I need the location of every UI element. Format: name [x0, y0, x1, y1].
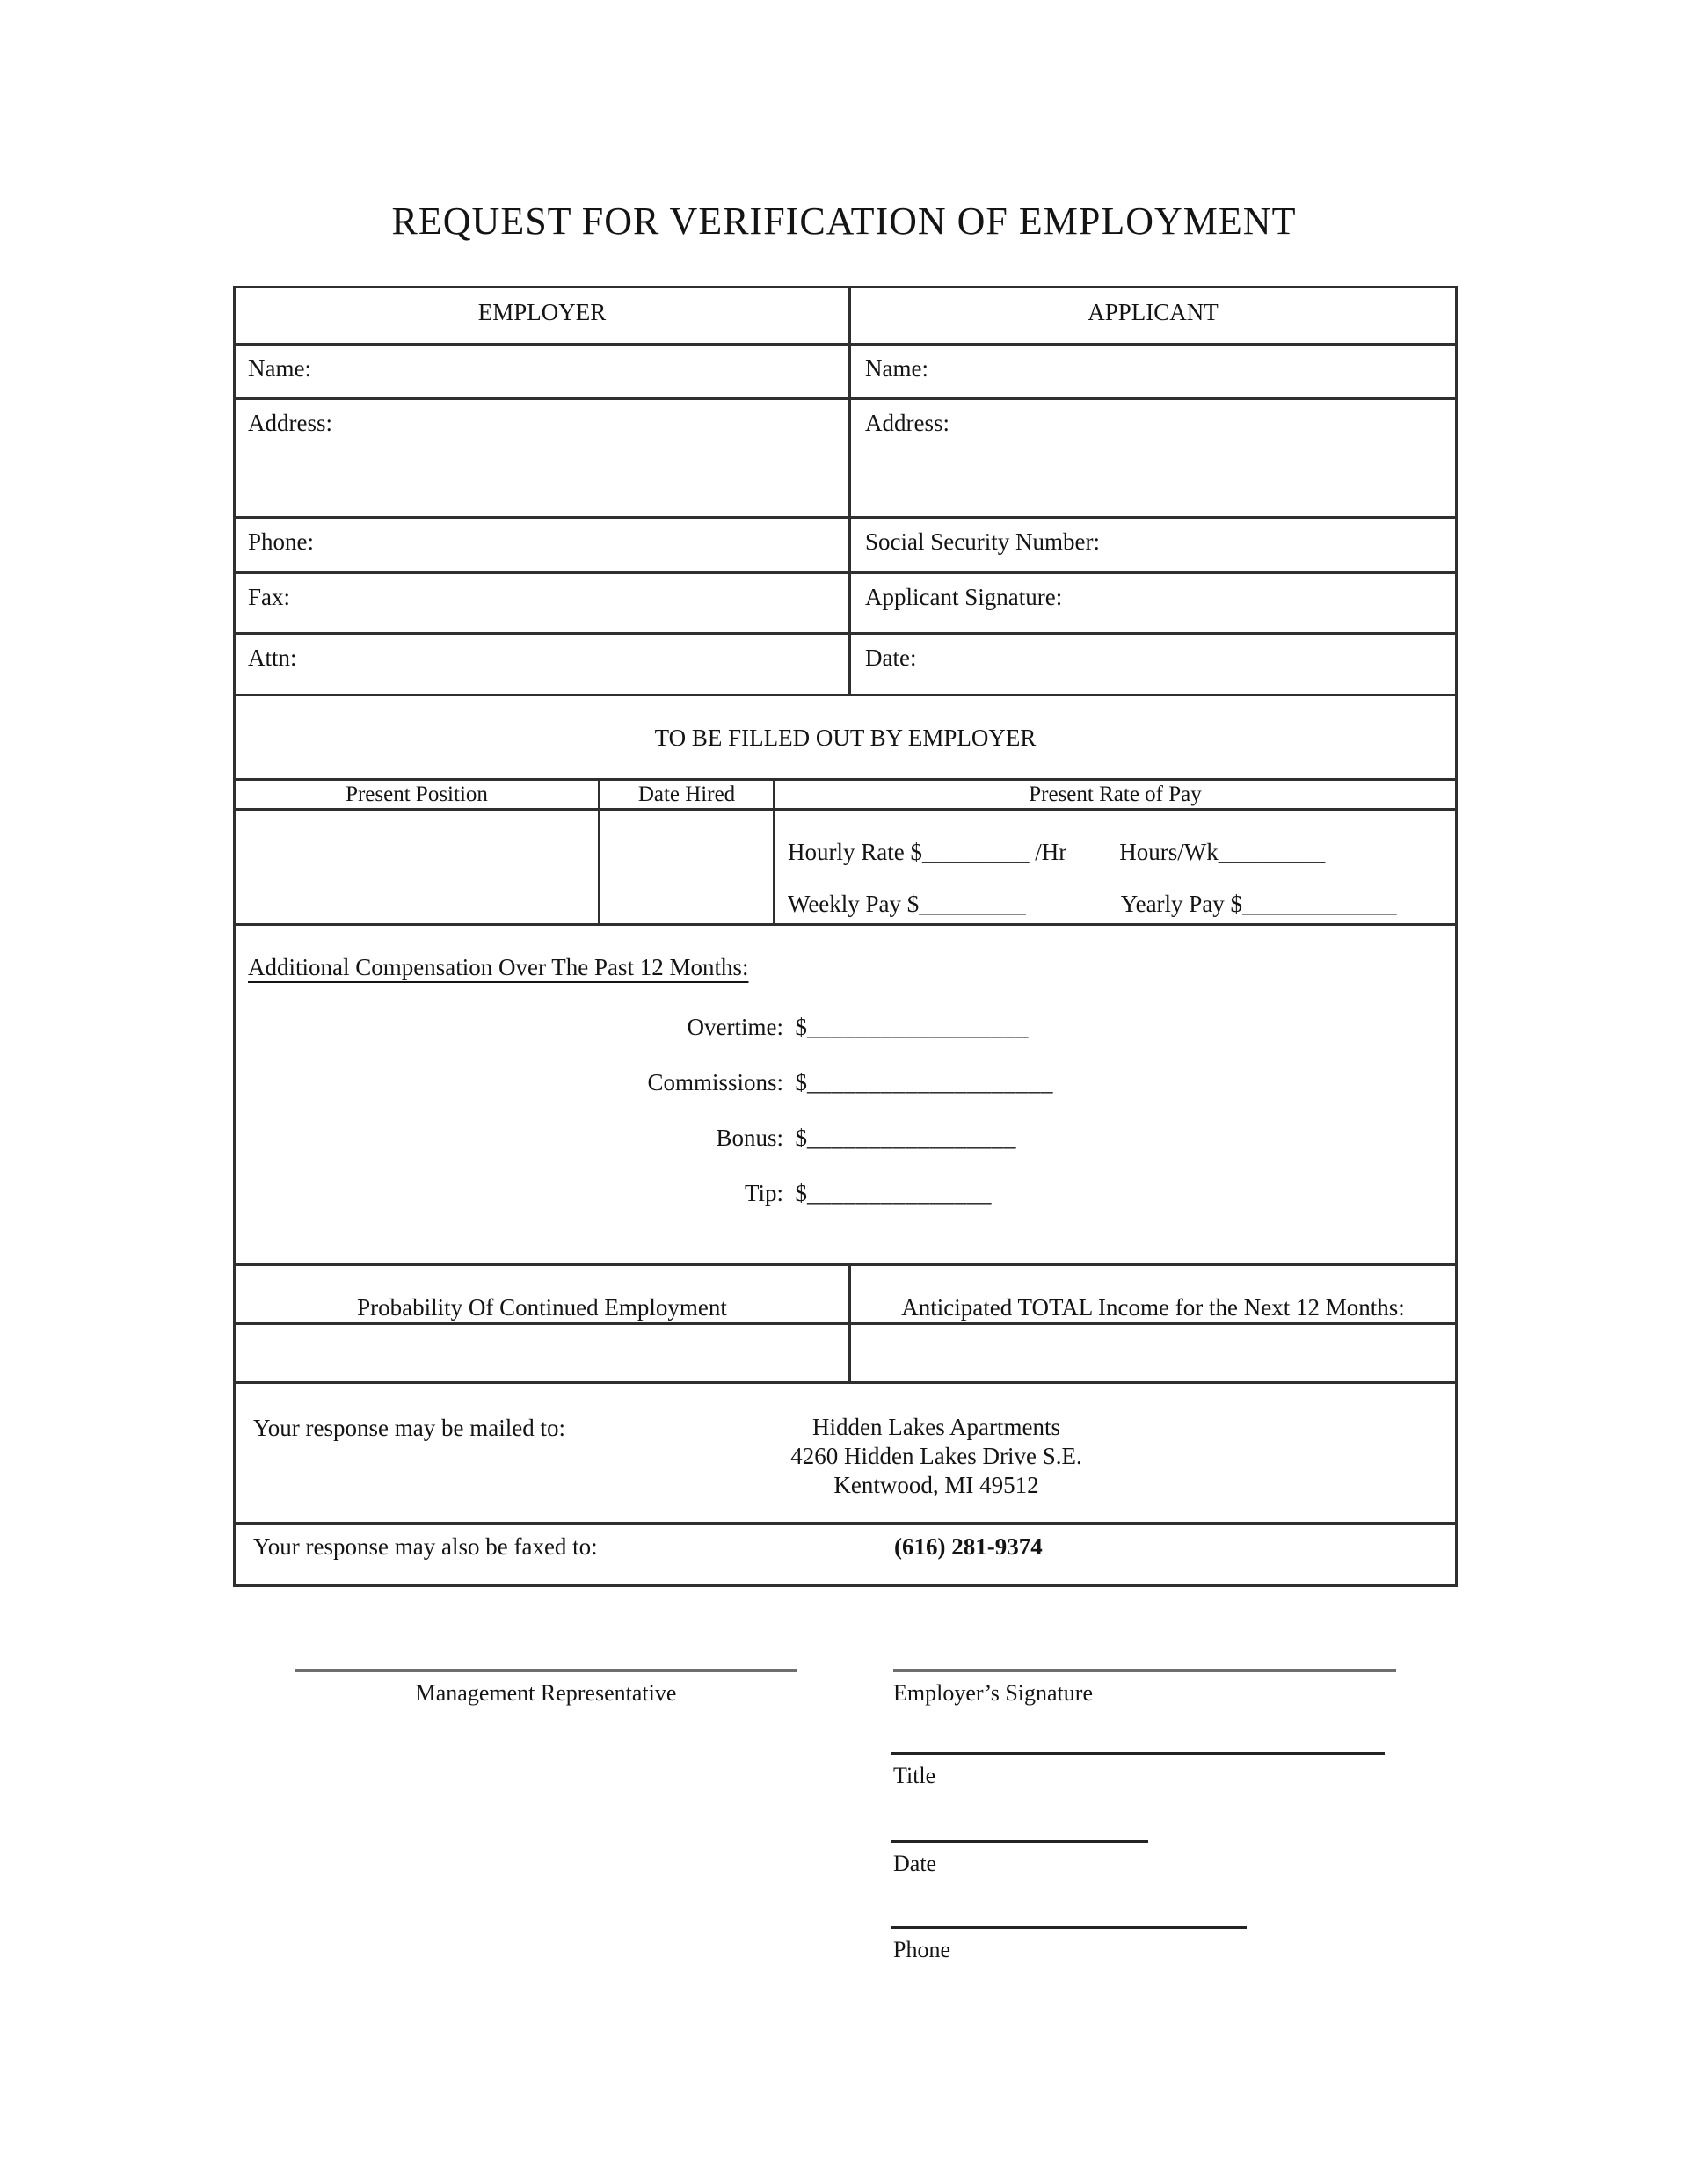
weekly-pay-blank[interactable]: _________: [919, 891, 1026, 917]
commissions-label: Commissions: $: [647, 1069, 807, 1096]
address-row: [236, 400, 1455, 519]
phone-label: Phone: [893, 1937, 950, 1962]
employer-name-label: Name:: [248, 355, 311, 382]
date-hired-field[interactable]: [600, 811, 775, 923]
applicant-date-label: Date:: [865, 644, 917, 671]
weekly-pay-label: Weekly Pay $: [788, 891, 920, 917]
title-label: Title: [893, 1763, 936, 1788]
phone-ssn-row: [236, 519, 1455, 574]
hourly-rate-unit: /Hr: [1029, 839, 1067, 865]
party-header-row: [236, 288, 1455, 346]
applicant-name-label: Name:: [865, 355, 928, 382]
applicant-ssn-label: Social Security Number:: [865, 528, 1100, 555]
employer-fax-label: Fax:: [248, 584, 291, 610]
applicant-signature-field[interactable]: [851, 574, 1455, 632]
additional-compensation-heading: Additional Compensation Over The Past 12 Months:: [248, 954, 749, 980]
employer-fax-field[interactable]: [236, 574, 851, 632]
bonus-label: Bonus: $: [716, 1125, 807, 1151]
applicant-address-label: Address:: [865, 410, 950, 436]
bonus-blank[interactable]: _________________: [807, 1125, 1016, 1151]
mail-to-label: Your response may be mailed to:: [253, 1415, 565, 1441]
management-signature-line[interactable]: [295, 1669, 797, 1672]
tip-label: Tip: $: [744, 1180, 807, 1206]
applicant-column-header: APPLICANT: [1088, 299, 1219, 325]
probability-header-row: [236, 1266, 1455, 1325]
additional-compensation-section: [236, 926, 1455, 1266]
weekly-yearly-line: [788, 889, 1455, 919]
employer-signature-line[interactable]: [893, 1669, 1396, 1672]
hourly-rate-label: Hourly Rate $: [788, 839, 922, 865]
employer-address-field[interactable]: [236, 400, 851, 516]
mail-address-line-1: Hidden Lakes Apartments: [812, 1414, 1060, 1440]
employer-fill-banner: TO BE FILLED OUT BY EMPLOYER: [236, 696, 1455, 781]
hours-per-week-label: Hours/Wk: [1119, 839, 1219, 865]
mail-response-row: [236, 1384, 1455, 1525]
applicant-ssn-field[interactable]: [851, 519, 1455, 571]
yearly-pay-blank[interactable]: _____________: [1242, 891, 1397, 917]
col-header-present-position: Present Position: [236, 781, 600, 808]
col-header-date-hired: Date Hired: [600, 781, 775, 808]
applicant-date-field[interactable]: [851, 635, 1455, 694]
fax-response-row: [236, 1525, 1455, 1584]
phone-blank-line[interactable]: [891, 1926, 1247, 1929]
tip-blank[interactable]: _______________: [807, 1180, 992, 1206]
overtime-label: Overtime: $: [687, 1014, 807, 1040]
mail-address-line-3: Kentwood, MI 49512: [833, 1472, 1039, 1498]
fax-number: (616) 281-9374: [894, 1533, 1043, 1560]
fax-to-label: Your response may also be faxed to:: [253, 1533, 598, 1560]
hourly-rate-blank[interactable]: _________: [921, 839, 1030, 865]
employer-attn-field[interactable]: [236, 635, 851, 694]
present-rate-of-pay-cell: [775, 811, 1455, 923]
probability-fill-row: [236, 1325, 1455, 1384]
date-blank-line[interactable]: [891, 1840, 1148, 1843]
bonus-line: [236, 1123, 1455, 1153]
tip-line: [236, 1178, 1455, 1208]
pay-columns-header-row: [236, 781, 1455, 811]
mail-address: [688, 1384, 1185, 1522]
hourly-rate-line: [788, 837, 1455, 867]
hours-per-week-blank[interactable]: _________: [1218, 839, 1326, 865]
applicant-name-field[interactable]: [851, 346, 1455, 397]
employer-name-field[interactable]: [236, 346, 851, 397]
applicant-signature-label: Applicant Signature:: [865, 584, 1063, 610]
fax-signature-row: [236, 574, 1455, 635]
employer-address-label: Address:: [248, 410, 332, 436]
commissions-blank[interactable]: ____________________: [807, 1069, 1053, 1096]
employer-signature-label: Employer’s Signature: [893, 1680, 1093, 1706]
col-header-present-rate-of-pay: Present Rate of Pay: [1029, 782, 1202, 806]
applicant-address-field[interactable]: [851, 400, 1455, 516]
date-label: Date: [893, 1851, 937, 1876]
management-representative-label: Management Representative: [415, 1680, 677, 1706]
probability-field[interactable]: [236, 1325, 851, 1381]
commissions-line: [236, 1067, 1455, 1097]
pay-columns-body-row: [236, 811, 1455, 926]
verification-form-table: [233, 286, 1458, 1587]
attn-date-row: [236, 635, 1455, 696]
title-blank-line[interactable]: [891, 1752, 1385, 1755]
present-position-field[interactable]: [236, 811, 600, 923]
overtime-line: [236, 1012, 1455, 1042]
anticipated-income-header: Anticipated TOTAL Income for the Next 12 Months:: [901, 1294, 1405, 1321]
probability-header: Probability Of Continued Employment: [236, 1266, 851, 1322]
employer-phone-field[interactable]: [236, 519, 851, 571]
overtime-blank[interactable]: __________________: [807, 1014, 1029, 1040]
page-title: REQUEST FOR VERIFICATION OF EMPLOYMENT: [391, 200, 1297, 243]
employer-phone-label: Phone:: [248, 528, 315, 555]
mail-address-line-2: 4260 Hidden Lakes Drive S.E.: [790, 1443, 1082, 1469]
yearly-pay-label: Yearly Pay $: [1120, 891, 1243, 917]
anticipated-income-field[interactable]: [851, 1325, 1455, 1381]
name-row: [236, 346, 1455, 400]
employer-attn-label: Attn:: [248, 644, 297, 671]
employer-column-header: EMPLOYER: [236, 288, 851, 343]
